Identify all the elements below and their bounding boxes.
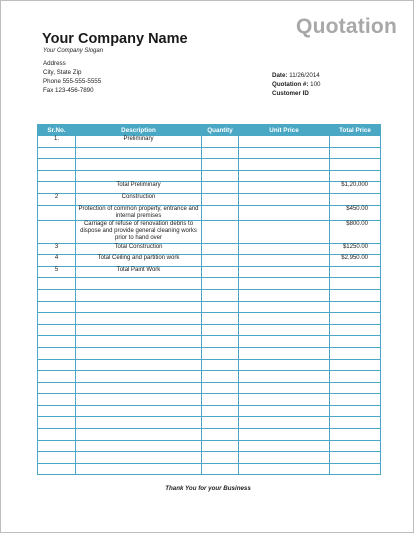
- cell-description: Total Construction: [76, 243, 202, 255]
- table-row: [38, 278, 381, 290]
- cell-sno: [38, 440, 76, 452]
- cell-total-price: [330, 324, 381, 336]
- cell-total-price: [330, 266, 381, 278]
- cell-total-price: [330, 405, 381, 417]
- company-name: Your Company Name: [42, 31, 188, 47]
- cell-description: Total Paint Work: [76, 266, 202, 278]
- cell-sno: [38, 278, 76, 290]
- cell-sno: [38, 301, 76, 313]
- cell-total-price: [330, 336, 381, 348]
- table-row: [38, 147, 381, 159]
- cell-total-price: [330, 417, 381, 429]
- cell-sno: 4: [38, 255, 76, 267]
- table-row: [38, 313, 381, 325]
- cell-total-price: [330, 289, 381, 301]
- cell-unit-price: [239, 205, 330, 220]
- cell-sno: [38, 182, 76, 194]
- cell-total-price: [330, 359, 381, 371]
- table-body: [38, 136, 381, 475]
- cell-quantity: [202, 429, 239, 441]
- table-row: [38, 382, 381, 394]
- date-label: Date:: [272, 72, 288, 79]
- cell-sno: [38, 220, 76, 243]
- cell-sno: [38, 289, 76, 301]
- cell-quantity: [202, 463, 239, 475]
- company-slogan: Your Company Slogan: [43, 48, 104, 54]
- quotation-table: [37, 124, 381, 475]
- cell-unit-price: [239, 359, 330, 371]
- cell-quantity: [202, 336, 239, 348]
- cell-sno: [38, 394, 76, 406]
- cell-description: [76, 278, 202, 290]
- cell-description: [76, 429, 202, 441]
- cell-total-price: [330, 136, 381, 148]
- cell-quantity: [202, 266, 239, 278]
- cell-quantity: [202, 278, 239, 290]
- company-address: [43, 60, 101, 96]
- cell-quantity: [202, 243, 239, 255]
- cell-unit-price: [239, 220, 330, 243]
- cell-total-price: [330, 159, 381, 171]
- quotation-number-row: [272, 81, 321, 90]
- cell-description: [76, 170, 202, 182]
- customer-id-label: Customer ID: [272, 89, 309, 97]
- cell-description: [76, 313, 202, 325]
- cell-quantity: [202, 405, 239, 417]
- table-row: [38, 417, 381, 429]
- table-row: [38, 205, 381, 220]
- cell-unit-price: [239, 463, 330, 475]
- cell-sno: [38, 313, 76, 325]
- cell-sno: [38, 170, 76, 182]
- cell-unit-price: [239, 193, 330, 205]
- cell-unit-price: [239, 266, 330, 278]
- cell-total-price: [330, 463, 381, 475]
- cell-total-price: [330, 382, 381, 394]
- cell-quantity: [202, 255, 239, 267]
- cell-total-price: [330, 429, 381, 441]
- cell-description: [76, 463, 202, 475]
- cell-total-price: [330, 371, 381, 383]
- table-row: [38, 405, 381, 417]
- cell-quantity: [202, 301, 239, 313]
- cell-description: [76, 289, 202, 301]
- cell-description: [76, 336, 202, 348]
- address-line: Address: [43, 60, 66, 67]
- cell-quantity: [202, 382, 239, 394]
- cell-unit-price: [239, 452, 330, 464]
- document-title: Quotation: [296, 15, 397, 38]
- cell-total-price: [330, 313, 381, 325]
- table-row: [38, 336, 381, 348]
- cell-quantity: [202, 440, 239, 452]
- cell-total-price: $450.00: [330, 205, 381, 220]
- cell-description: [76, 452, 202, 464]
- cell-sno: [38, 371, 76, 383]
- thank-you-note: Thank You for your Business: [165, 485, 251, 492]
- cell-sno: [38, 417, 76, 429]
- header-description: Description: [76, 125, 202, 136]
- cell-description: [76, 301, 202, 313]
- cell-total-price: [330, 301, 381, 313]
- cell-description: [76, 159, 202, 171]
- cell-sno: [38, 336, 76, 348]
- table-row: [38, 266, 381, 278]
- cell-quantity: [202, 182, 239, 194]
- cell-sno: [38, 347, 76, 359]
- table-row: [38, 255, 381, 267]
- fax-line: Fax 123-456-7890: [43, 86, 94, 94]
- cell-description: [76, 405, 202, 417]
- cell-unit-price: [239, 170, 330, 182]
- customer-id-row: [272, 90, 321, 99]
- cell-sno: [38, 463, 76, 475]
- cell-quantity: [202, 324, 239, 336]
- cell-quantity: [202, 220, 239, 243]
- cell-quantity: [202, 289, 239, 301]
- table-row: [38, 440, 381, 452]
- cell-unit-price: [239, 417, 330, 429]
- table-row: [38, 243, 381, 255]
- city-state-zip: City, State Zip: [43, 68, 82, 76]
- cell-quantity: [202, 359, 239, 371]
- table-row: [38, 452, 381, 464]
- quotation-number-label: Quotation #:: [272, 80, 309, 88]
- cell-total-price: [330, 452, 381, 464]
- cell-total-price: $2,950.00: [330, 255, 381, 267]
- cell-sno: 3: [38, 243, 76, 255]
- cell-description: [76, 394, 202, 406]
- table-row: [38, 429, 381, 441]
- cell-sno: [38, 147, 76, 159]
- table-row: [38, 359, 381, 371]
- cell-sno: [38, 205, 76, 220]
- cell-quantity: [202, 205, 239, 220]
- cell-unit-price: [239, 440, 330, 452]
- table-row: [38, 301, 381, 313]
- cell-unit-price: [239, 429, 330, 441]
- cell-unit-price: [239, 159, 330, 171]
- cell-quantity: [202, 170, 239, 182]
- quote-meta: [272, 72, 321, 99]
- cell-sno: [38, 324, 76, 336]
- table-row: [38, 170, 381, 182]
- cell-description: [76, 347, 202, 359]
- table-row: [38, 289, 381, 301]
- cell-unit-price: [239, 382, 330, 394]
- cell-quantity: [202, 417, 239, 429]
- header-quantity: Quantity: [202, 125, 239, 136]
- cell-total-price: [330, 193, 381, 205]
- cell-unit-price: [239, 278, 330, 290]
- cell-unit-price: [239, 301, 330, 313]
- cell-unit-price: [239, 405, 330, 417]
- cell-unit-price: [239, 243, 330, 255]
- cell-quantity: [202, 313, 239, 325]
- cell-total-price: [330, 440, 381, 452]
- cell-sno: 5: [38, 266, 76, 278]
- cell-unit-price: [239, 394, 330, 406]
- cell-description: [76, 147, 202, 159]
- header-unit-price: Unit Price: [239, 125, 330, 136]
- date-value: 11/26/2014: [289, 72, 320, 79]
- cell-description: Construction: [76, 193, 202, 205]
- cell-total-price: $800.00: [330, 220, 381, 243]
- cell-description: Carriage of refuse of renovation debris to dispose and provide general cleaning works prior to hand over: [76, 220, 202, 243]
- table-row: [38, 193, 381, 205]
- cell-unit-price: [239, 182, 330, 194]
- cell-description: [76, 359, 202, 371]
- quotation-number-value: 100: [310, 80, 321, 88]
- cell-sno: [38, 359, 76, 371]
- cell-unit-price: [239, 347, 330, 359]
- cell-sno: [38, 429, 76, 441]
- cell-description: Total Ceiling and partition work: [76, 255, 202, 267]
- table-row: [38, 394, 381, 406]
- cell-description: [76, 371, 202, 383]
- cell-quantity: [202, 136, 239, 148]
- header-sno: Sr.No.: [38, 125, 76, 136]
- table-row: [38, 463, 381, 475]
- cell-total-price: $1,20,000: [330, 182, 381, 194]
- cell-total-price: [330, 278, 381, 290]
- cell-quantity: [202, 394, 239, 406]
- table-row: [38, 220, 381, 243]
- cell-quantity: [202, 347, 239, 359]
- cell-quantity: [202, 193, 239, 205]
- cell-quantity: [202, 147, 239, 159]
- cell-total-price: [330, 170, 381, 182]
- header-total-price: Total Price: [330, 125, 381, 136]
- cell-sno: [38, 382, 76, 394]
- cell-quantity: [202, 452, 239, 464]
- cell-description: [76, 324, 202, 336]
- cell-description: [76, 417, 202, 429]
- cell-unit-price: [239, 136, 330, 148]
- cell-sno: [38, 405, 76, 417]
- cell-description: Protection of common property, entrance and internal premises: [76, 205, 202, 220]
- cell-unit-price: [239, 147, 330, 159]
- cell-unit-price: [239, 336, 330, 348]
- table-row: [38, 182, 381, 194]
- cell-description: [76, 440, 202, 452]
- cell-sno: [38, 159, 76, 171]
- cell-unit-price: [239, 313, 330, 325]
- phone-line: Phone 555-555-5555: [43, 77, 102, 85]
- cell-total-price: $1250.00: [330, 243, 381, 255]
- table-row: [38, 347, 381, 359]
- table-row: [38, 371, 381, 383]
- cell-total-price: [330, 394, 381, 406]
- cell-unit-price: [239, 289, 330, 301]
- cell-sno: 1.: [38, 136, 76, 148]
- table-header-row: [38, 125, 381, 136]
- cell-sno: 2: [38, 193, 76, 205]
- table-row: [38, 324, 381, 336]
- cell-description: Preliminary: [76, 136, 202, 148]
- cell-total-price: [330, 147, 381, 159]
- cell-unit-price: [239, 324, 330, 336]
- table-row: [38, 136, 381, 148]
- date-row: [272, 72, 321, 81]
- cell-description: Total Preliminary: [76, 182, 202, 194]
- cell-quantity: [202, 371, 239, 383]
- cell-sno: [38, 452, 76, 464]
- cell-description: [76, 382, 202, 394]
- cell-unit-price: [239, 371, 330, 383]
- table-row: [38, 159, 381, 171]
- cell-unit-price: [239, 255, 330, 267]
- cell-total-price: [330, 347, 381, 359]
- cell-quantity: [202, 159, 239, 171]
